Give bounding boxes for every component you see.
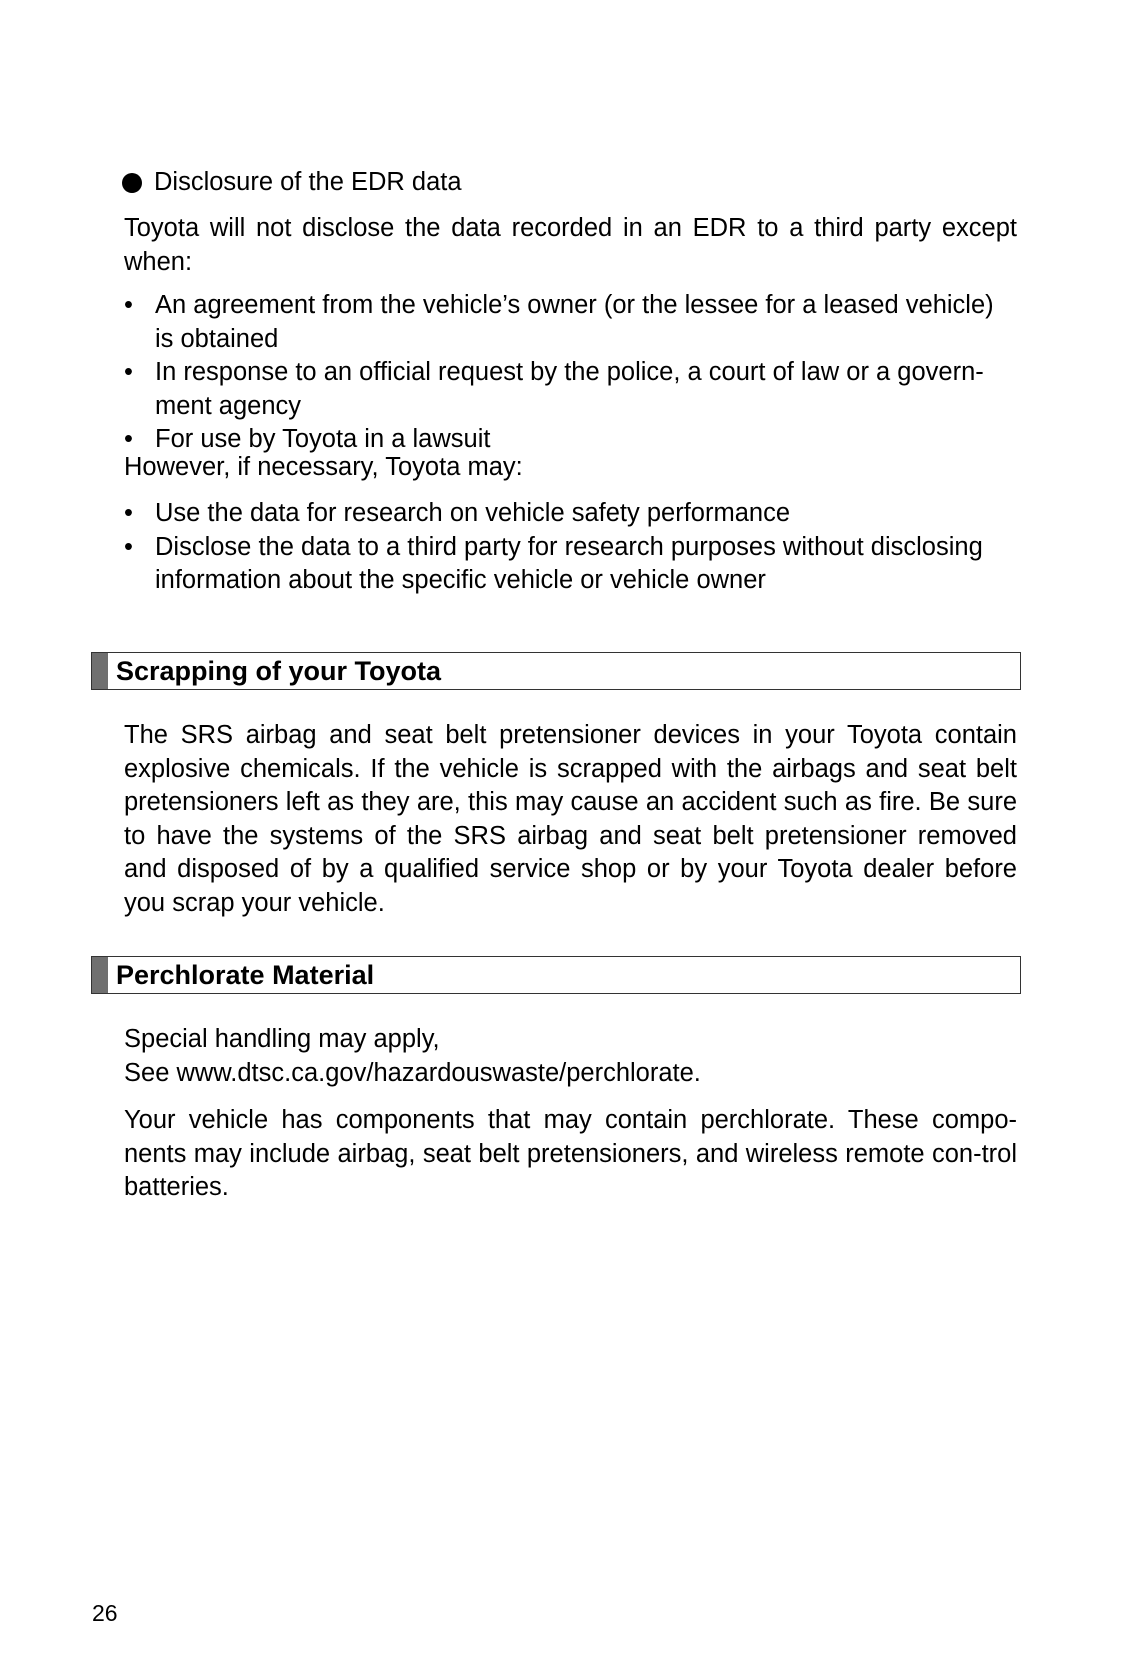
scrapping-section-header xyxy=(91,652,1021,690)
perchlorate-handling-line: Special handling may apply, xyxy=(124,1025,440,1053)
perchlorate-paragraph: Your vehicle has components that may contain perchlorate. These compo-nents may include airbag, seat belt pretensioners, and wireless remote con-trol batteries. xyxy=(124,1106,1017,1201)
edr-heading-text: Disclosure of the EDR data xyxy=(154,168,462,196)
bullet-icon: • xyxy=(124,425,133,453)
edr-disclosure-heading xyxy=(122,166,462,199)
section-title: Perchlorate Material xyxy=(116,960,375,990)
scrapping-paragraph: The SRS airbag and seat belt pretensioner devices in your Toyota contain explosive chemicals. If the vehicle is scrapped with the airbags and seat belt pretensioners left as they are, this may cause an accident such as fire. Be sure to have the systems of the SRS airbag and seat belt pretensioner removed and disposed of by a qualified service shop or by your Toyota dealer before you scrap your vehicle. xyxy=(124,721,1017,917)
list-item xyxy=(124,356,1017,423)
list-item xyxy=(124,531,1017,598)
bullet-icon: • xyxy=(124,532,133,561)
perchlorate-url-line: See www.dtsc.ca.gov/hazardouswaste/perchlorate. xyxy=(124,1059,701,1087)
list-item-text: An agreement from the vehicle’s owner (or the lessee for a leased vehicle) is obtained xyxy=(155,291,994,353)
list-item-text: For use by Toyota in a lawsuit xyxy=(155,425,491,453)
edr-may-list xyxy=(124,497,1017,598)
list-item-text: Use the data for research on vehicle safety performance xyxy=(155,499,790,527)
section-marker-bar xyxy=(92,653,108,689)
list-item-text: In response to an official request by the police, a court of law or a govern-ment agency xyxy=(155,358,984,420)
filled-circle-icon xyxy=(122,173,142,193)
edr-intro-paragraph: Toyota will not disclose the data recorded in an EDR to a third party except when: xyxy=(124,214,1017,276)
bullet-icon: • xyxy=(124,291,133,319)
bullet-icon: • xyxy=(124,499,133,527)
list-item xyxy=(124,289,1017,356)
edr-conditions-list xyxy=(124,289,1017,457)
section-marker-bar xyxy=(92,957,108,993)
section-title: Scrapping of your Toyota xyxy=(116,656,442,686)
however-paragraph: However, if necessary, Toyota may: xyxy=(124,453,523,481)
list-item xyxy=(124,497,1017,531)
perchlorate-section-header xyxy=(91,956,1021,994)
page-number: 26 xyxy=(92,1600,118,1626)
list-item-text: Disclose the data to a third party for research purposes without disclosing information about the specific vehicle or vehicle owner xyxy=(155,532,983,594)
bullet-icon: • xyxy=(124,358,133,386)
